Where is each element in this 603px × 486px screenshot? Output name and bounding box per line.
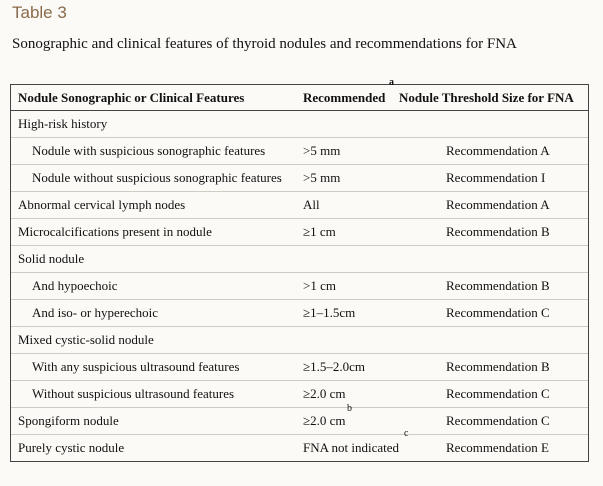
table-caption: Sonographic and clinical features of thyroid nodules and recommendations for FNA [12,36,517,52]
row-feature: And iso- or hyperechoic [32,305,158,320]
row-size: FNA not indicated [303,440,400,455]
table-row [11,165,588,192]
table-row [11,192,588,219]
row-recommendation: Recommendation C [446,386,550,401]
row-recommendation: Recommendation C [446,413,550,428]
header-footnote-a: a [389,77,394,88]
row-size: ≥2.0 cm [303,386,346,401]
row-feature: And hypoechoic [32,278,118,293]
table-row [11,138,588,165]
row-recommendation: Recommendation B [446,224,550,239]
table-row [11,354,588,381]
row-recommendation: Recommendation C [446,305,550,320]
row-size: >1 cm [303,278,336,293]
row-feature: Spongiform nodule [18,413,119,428]
header-recommended: Recommended [303,89,386,105]
row-size: ≥2.0 cm [303,413,346,428]
table-row [11,219,588,246]
table-row [11,111,588,138]
table-row [11,381,588,408]
row-feature: Nodule without suspicious sonographic features [32,170,282,185]
size-footnote-b: b [347,403,352,414]
row-feature: Solid nodule [18,251,85,266]
table-label: Table 3 [12,3,67,22]
table-row [11,246,588,273]
row-size: ≥1.5–2.0cm [303,359,366,374]
row-feature: Purely cystic nodule [18,440,125,455]
row-feature: High-risk history [18,116,108,131]
table-row [11,273,588,300]
row-recommendation: Recommendation E [446,440,549,455]
row-feature: Microcalcifications present in nodule [18,224,212,239]
row-recommendation: Recommendation A [446,197,550,212]
table-row [11,327,588,354]
table-row [11,300,588,327]
row-size: >5 mm [303,170,341,185]
row-feature: With any suspicious ultrasound features [32,359,240,374]
table-row [11,403,588,435]
header-threshold: Nodule Threshold Size for FNA [399,89,574,105]
table-header-row [11,77,588,111]
row-size: ≥1–1.5cm [303,305,356,320]
row-feature: Abnormal cervical lymph nodes [18,197,186,212]
row-feature: Nodule with suspicious sonographic features [32,143,266,158]
row-recommendation: Recommendation A [446,143,550,158]
header-feature: Nodule Sonographic or Clinical Features [18,89,245,105]
row-size: ≥1 cm [303,224,336,239]
row-recommendation: Recommendation B [446,359,550,374]
row-recommendation: Recommendation I [446,170,546,185]
recommendations-table [10,77,589,462]
table-row [11,428,588,461]
row-feature: Mixed cystic-solid nodule [18,332,154,347]
size-footnote-c: c [404,428,409,439]
row-feature: Without suspicious ultrasound features [32,386,235,401]
row-size: >5 mm [303,143,341,158]
row-recommendation: Recommendation B [446,278,550,293]
row-size: All [303,197,320,212]
